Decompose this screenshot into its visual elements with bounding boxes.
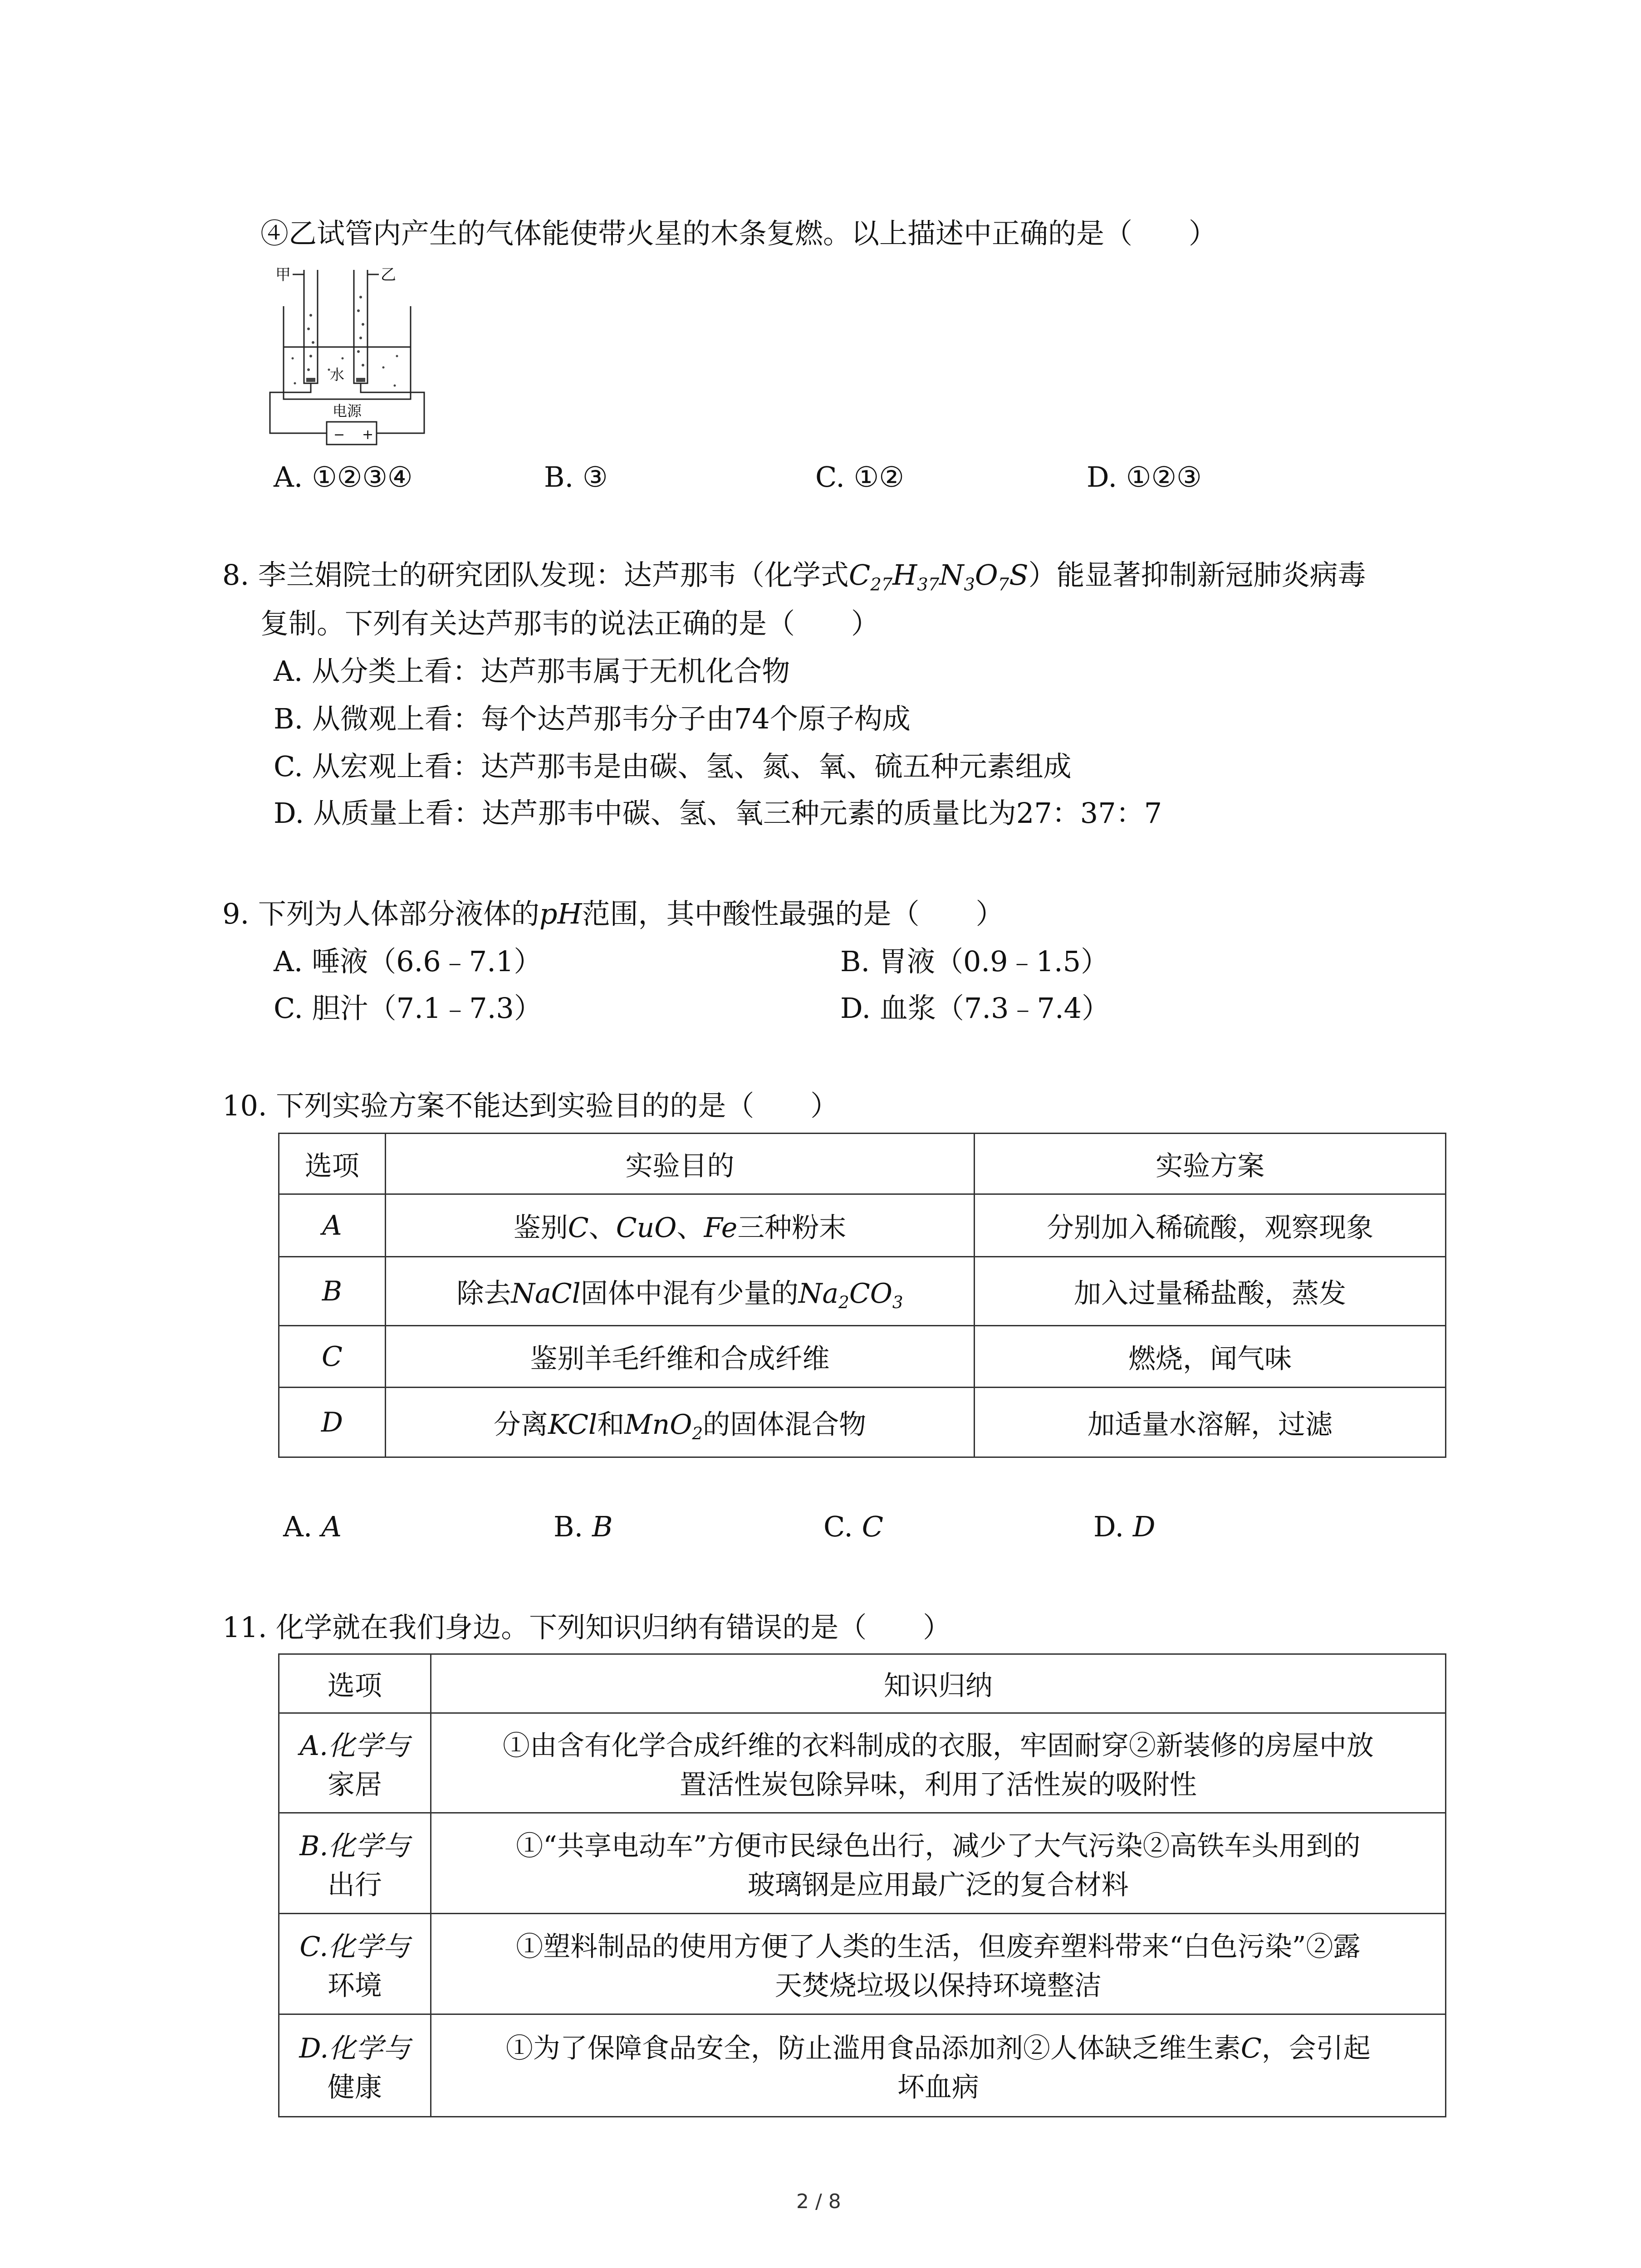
q9-option-b: B. 胃液（0.9﹣1.5） [840,945,1109,978]
label-yi: 乙 [381,266,396,284]
header-option: 选项 [279,1654,431,1713]
row-option: B.化学与 出行 [279,1813,431,1914]
row-aim: 除去NaCl固体中混有少量的$Na_2CO_3$ [385,1257,974,1326]
row-method: 加入过量稀盐酸，蒸发 [975,1257,1446,1326]
q10-table [278,1133,1446,1458]
row-option: C.化学与 环境 [279,1914,431,2014]
q8-option-b: B. 从微观上看：每个达芦那韦分子由74个原子构成 [274,702,911,735]
q10-answer-a: A. A [283,1510,342,1543]
row-text: ①由含有化学合成纤维的衣料制成的衣服，牢固耐穿②新装修的房屋中放 置活性炭包除异味，利用了活性炭的吸附性 [431,1713,1445,1813]
table-row [279,1914,1446,2014]
q7-option-d: D. ①②③ [1087,460,1202,494]
row-aim: 分离KCl和MnO$_2$的固体混合物 [385,1388,974,1457]
table-row [279,1326,1446,1388]
q10-stem: 10. 下列实验方案不能达到实验目的的是（ ） [222,1089,839,1122]
row-text: ①“共享电动车”方便市民绿色出行，减少了大气污染②高铁车头用到的 玻璃钢是应用最广泛的复合材料 [431,1813,1445,1914]
row-method: 加适量水溶解，过滤 [975,1388,1446,1457]
row-text: ①为了保障食品安全，防止滥用食品添加剂②人体缺乏维生素C，会引起 坏血病 [431,2014,1445,2117]
label-plus: + [362,427,374,443]
header-method: 实验方案 [975,1134,1446,1194]
row-option: A [279,1194,386,1257]
q7-option-c: C. ①② [815,460,904,494]
q10-answer-c: C. C [823,1510,884,1543]
label-power: 电源 [333,402,362,420]
label-minus: − [333,427,345,443]
q8-stem-line1: 8. 李兰娟院士的研究团队发现：达芦那韦（化学式$C_{27}H_{37}N_3O_7S$）能显著抑制新冠肺炎病毒 [222,558,1366,595]
label-water: 水 [330,366,345,383]
q11-table [278,1653,1446,2117]
row-option: B [279,1257,386,1326]
label-jia: 甲 [275,266,291,284]
q9-option-a: A. 唾液（6.6﹣7.1） [274,945,542,978]
q9-stem: 9. 下列为人体部分液体的pH范围，其中酸性最强的是（ ） [222,897,1004,930]
table-row [279,1388,1446,1457]
row-option: A.化学与 家居 [279,1713,431,1813]
q8-option-a: A. 从分类上看：达芦那韦属于无机化合物 [274,655,790,688]
electrolysis-apparatus-figure [265,261,429,447]
table-row [279,1713,1446,1813]
q8-option-c: C. 从宏观上看：达芦那韦是由碳、氢、氮、氧、硫五种元素组成 [274,750,1072,783]
q8-formula: $C_{27}H_{37}N_3O_7S$ [848,558,1029,595]
row-text: ①塑料制品的使用方便了人类的生活，但废弃塑料带来“白色污染”②露 天焚烧垃圾以保持环境整洁 [431,1914,1445,2014]
q10-answer-b: B. B [554,1510,613,1543]
q10-answer-d: D. D [1093,1510,1156,1543]
row-aim: 鉴别C、CuO、Fe三种粉末 [385,1194,974,1257]
q7-option-b: B. ③ [544,460,608,494]
page-number: 2 / 8 [796,2190,841,2213]
row-method: 燃烧，闻气味 [975,1326,1446,1388]
q11-stem: 11. 化学就在我们身边。下列知识归纳有错误的是（ ） [222,1611,951,1644]
table-row [279,1194,1446,1257]
table-header-row [279,1654,1446,1713]
row-aim: 鉴别羊毛纤维和合成纤维 [385,1326,974,1388]
row-option: D [279,1388,386,1457]
row-option: D.化学与 健康 [279,2014,431,2117]
q8-stem-line2: 复制。下列有关达芦那韦的说法正确的是（ ） [260,607,880,640]
table-row [279,2014,1446,2117]
table-header-row [279,1134,1446,1194]
q9-option-c: C. 胆汁（7.1﹣7.3） [274,992,542,1025]
q9-option-d: D. 血浆（7.3﹣7.4） [840,992,1110,1025]
q7-option-a: A. ①②③④ [274,460,413,494]
header-aim: 实验目的 [385,1134,974,1194]
row-method: 分别加入稀硫酸，观察现象 [975,1194,1446,1257]
table-row [279,1813,1446,1914]
row-option: C [279,1326,386,1388]
header-option: 选项 [279,1134,386,1194]
table-row [279,1257,1446,1326]
q7-stem-tail: ④乙试管内产生的气体能使带火星的木条复燃。以上描述中正确的是（ ） [260,217,1217,250]
q8-option-d: D. 从质量上看：达芦那韦中碳、氢、氧三种元素的质量比为27：37：7 [274,797,1162,830]
header-knowledge: 知识归纳 [431,1654,1445,1713]
